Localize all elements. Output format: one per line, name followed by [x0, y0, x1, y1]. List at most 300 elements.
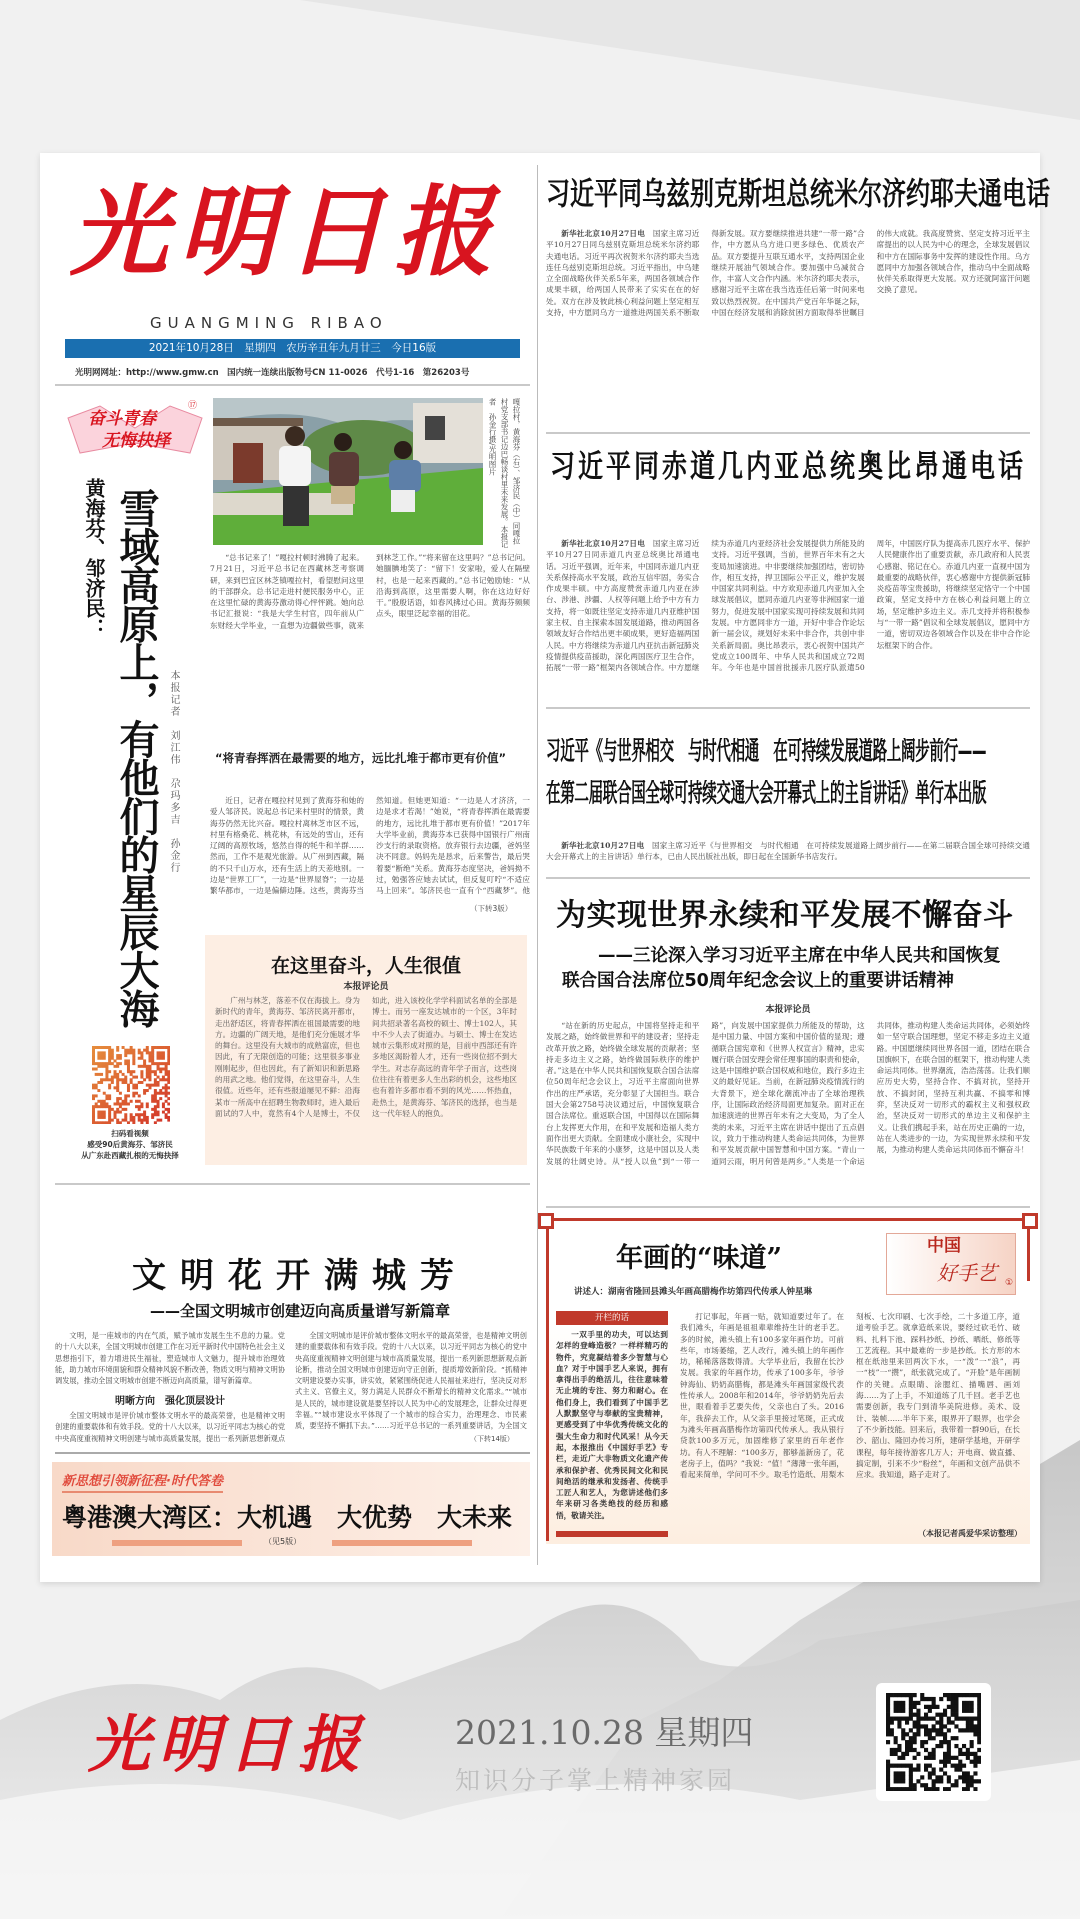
qr-module: [95, 1121, 98, 1124]
qr-module: [111, 1057, 114, 1060]
qr-module: [951, 1697, 955, 1701]
qr-module: [116, 1086, 119, 1089]
qr-module: [924, 1728, 928, 1732]
qr-module: [151, 1062, 154, 1065]
qr-module: [924, 1756, 928, 1760]
qr-module: [905, 1748, 909, 1752]
qr-module: [108, 1108, 111, 1111]
qr-module: [103, 1057, 106, 1060]
qr-module: [165, 1100, 168, 1103]
qr-module: [148, 1073, 151, 1076]
qr-module: [897, 1720, 901, 1724]
qr-module: [973, 1728, 977, 1732]
qr-module: [92, 1094, 95, 1097]
qr-module: [924, 1783, 928, 1787]
qr-module: [962, 1779, 966, 1783]
qr-module: [947, 1697, 951, 1701]
qr-module: [897, 1705, 901, 1709]
qr-module: [909, 1783, 913, 1787]
qr-module: [165, 1086, 168, 1089]
qr-module: [966, 1748, 970, 1752]
qr-module: [954, 1767, 958, 1771]
qr-module: [132, 1121, 135, 1124]
qr-module: [973, 1693, 977, 1697]
qr-module: [167, 1070, 170, 1073]
qr-module: [114, 1070, 117, 1073]
qr-module: [105, 1076, 108, 1079]
qr-module: [886, 1779, 890, 1783]
qr-module: [894, 1709, 898, 1713]
headline-world-peace-subtitle1: ——三论深入学习习近平主席在中华人民共和国恢复: [598, 946, 1001, 966]
qr-module: [111, 1051, 114, 1054]
qr-module: [127, 1065, 130, 1068]
qr-module: [939, 1779, 943, 1783]
qr-module: [159, 1078, 162, 1081]
qr-module: [154, 1092, 157, 1095]
qr-module: [894, 1764, 898, 1768]
qr-module: [151, 1084, 154, 1087]
qr-module: [108, 1084, 111, 1087]
qr-module: [951, 1693, 955, 1697]
headline-world-peace[interactable]: 为实现世界永续和平发展不懈奋斗: [556, 898, 1014, 933]
qr-module: [154, 1097, 157, 1100]
qr-module: [97, 1054, 100, 1057]
video-qr-code[interactable]: [92, 1046, 170, 1124]
qr-module: [973, 1771, 977, 1775]
headline-book-release-line1[interactable]: 习近平《与世界相交 与时代相通 在可持续发展道路上阔步前行——: [546, 738, 987, 767]
qr-module: [947, 1717, 951, 1721]
qr-module: [116, 1121, 119, 1124]
qr-module: [958, 1748, 962, 1752]
qr-module: [103, 1065, 106, 1068]
qr-module: [151, 1059, 154, 1062]
body-text: 国家主席习近平《与世界相交 与时代相通 在可持续发展道路上阔步前行——在第二届联合国全球可持续交通大会开幕式上的主旨讲话》单行本，已由人民出版社出版，即日起在全国新华书店发行。: [546, 841, 1030, 862]
qr-module: [108, 1057, 111, 1060]
qr-module: [901, 1709, 905, 1713]
qr-module: [132, 1059, 135, 1062]
qr-module: [157, 1111, 160, 1114]
qr-module: [105, 1102, 108, 1105]
qr-module: [901, 1701, 905, 1705]
qr-module: [977, 1720, 981, 1724]
qr-module: [151, 1051, 154, 1054]
qr-module: [939, 1720, 943, 1724]
qr-module: [977, 1732, 981, 1736]
qr-caption-line3: 从广东赴西藏扎根的无悔抉择: [81, 1151, 179, 1160]
qr-module: [108, 1097, 111, 1100]
qr-module: [127, 1094, 130, 1097]
qr-module: [916, 1701, 920, 1705]
qr-caption-line1: 扫码看视频: [111, 1129, 149, 1138]
badge-number: ①: [1005, 1278, 1014, 1288]
qr-module: [913, 1736, 917, 1740]
qr-module: [165, 1068, 168, 1071]
qr-module: [901, 1732, 905, 1736]
qr-module: [159, 1051, 162, 1054]
promo-box[interactable]: [52, 1462, 530, 1556]
dateline: 新华社北京10月27日电: [561, 229, 646, 238]
qr-module: [167, 1073, 170, 1076]
qr-module: [890, 1787, 894, 1791]
qr-module: [95, 1068, 98, 1071]
qr-module: [92, 1057, 95, 1060]
qr-module: [119, 1092, 122, 1095]
qr-module: [103, 1054, 106, 1057]
qr-module: [928, 1756, 932, 1760]
qr-module: [119, 1057, 122, 1060]
qr-module: [890, 1748, 894, 1752]
qr-module: [886, 1720, 890, 1724]
qr-module: [935, 1775, 939, 1779]
qr-module: [97, 1116, 100, 1119]
qr-module: [124, 1049, 127, 1052]
qr-module: [135, 1113, 138, 1116]
qr-module: [913, 1732, 917, 1736]
qr-module: [966, 1787, 970, 1791]
qr-module: [97, 1100, 100, 1103]
qr-module: [154, 1078, 157, 1081]
qr-module: [95, 1094, 98, 1097]
qr-module: [897, 1744, 901, 1748]
qr-module: [127, 1086, 130, 1089]
headline-book-release-line2[interactable]: 在第二届联合国全球可持续交通大会开幕式上的主旨讲话》单行本出版: [546, 780, 987, 809]
qr-module: [935, 1728, 939, 1732]
qr-module: [165, 1108, 168, 1111]
headline-uzbekistan-call[interactable]: 习近平同乌兹别克斯坦总统米尔济约耶夫通电话: [546, 176, 1050, 213]
qr-module: [958, 1717, 962, 1721]
qr-module: [138, 1105, 141, 1108]
qr-module: [103, 1078, 106, 1081]
qr-module: [162, 1051, 165, 1054]
qr-module: [951, 1709, 955, 1713]
qr-module: [916, 1764, 920, 1768]
qr-module: [939, 1744, 943, 1748]
qr-module: [970, 1740, 974, 1744]
qr-module: [148, 1054, 151, 1057]
qr-module: [146, 1102, 149, 1105]
qr-module: [148, 1076, 151, 1079]
intro-body: 一双手里的功夫，可以达到怎样的登峰造极？一样样精巧的物件，究竟凝结着多少智慧与心血？对于中国手艺人来说，拥有拿得出手的绝活儿，往往意味着无止境的专注、努力和耐心。在他们身上，我们看到了中国手艺人默默坚守与奉献的宝贵精神，更感受到了中华优秀传统文化的强大生命力和时代风采！从今天起，本报推出《中国好手艺》专栏，走近广大非物质文化遗产传承和保护者、优秀民间文化和民间绝活的继承和发扬者、传统手工匠人和艺人，为您讲述他们多年来研习各类绝技的经历和感悟，敬请关注。: [556, 1330, 668, 1520]
qr-module: [167, 1057, 170, 1060]
footer-qr-code[interactable]: [886, 1693, 981, 1791]
qr-module: [886, 1760, 890, 1764]
qr-module: [143, 1111, 146, 1114]
qr-module: [913, 1748, 917, 1752]
qr-module: [886, 1724, 890, 1728]
intro-label: 开栏的话: [556, 1311, 668, 1325]
qr-module: [162, 1092, 165, 1095]
qr-module: [897, 1756, 901, 1760]
qr-module: [909, 1701, 913, 1705]
qr-module: [162, 1068, 165, 1071]
qr-module: [165, 1073, 168, 1076]
qr-module: [114, 1111, 117, 1114]
qr-module: [157, 1062, 160, 1065]
qr-module: [157, 1102, 160, 1105]
qr-module: [909, 1713, 913, 1717]
qr-module: [932, 1767, 936, 1771]
qr-module: [124, 1051, 127, 1054]
qr-module: [954, 1713, 958, 1717]
qr-module: [97, 1073, 100, 1076]
qr-module: [924, 1717, 928, 1721]
qr-module: [913, 1767, 917, 1771]
qr-module: [943, 1787, 947, 1791]
qr-module: [108, 1121, 111, 1124]
world-peace-byline: 本报评论员: [765, 1005, 811, 1015]
qr-module: [916, 1709, 920, 1713]
qr-module: [962, 1752, 966, 1756]
qr-module: [928, 1732, 932, 1736]
qr-module: [157, 1051, 160, 1054]
qr-module: [924, 1713, 928, 1717]
qr-module: [159, 1068, 162, 1071]
qr-module: [108, 1051, 111, 1054]
qr-module: [95, 1073, 98, 1076]
qr-module: [138, 1081, 141, 1084]
qr-module: [909, 1717, 913, 1721]
qr-module: [146, 1070, 149, 1073]
qr-module: [138, 1113, 141, 1116]
qr-module: [165, 1084, 168, 1087]
qr-module: [958, 1767, 962, 1771]
qr-module: [146, 1065, 149, 1068]
qr-module: [122, 1046, 125, 1049]
feature-byline: 本报记者 刘江伟 尕玛多吉 孙金行: [168, 670, 179, 874]
qr-module: [958, 1752, 962, 1756]
qr-module: [909, 1736, 913, 1740]
new-year-painting-title[interactable]: 年画的“味道”: [616, 1243, 783, 1274]
qr-module: [114, 1102, 117, 1105]
qr-module: [157, 1068, 160, 1071]
romanized-title: GUANGMING RIBAO: [150, 314, 388, 332]
qr-module: [890, 1732, 894, 1736]
qr-module: [954, 1717, 958, 1721]
qr-module: [135, 1105, 138, 1108]
qr-module: [103, 1116, 106, 1119]
qr-module: [151, 1094, 154, 1097]
qr-module: [148, 1068, 151, 1071]
qr-module: [886, 1775, 890, 1779]
article-world-peace-body: “站在新的历史起点，中国将坚持走和平发展之路，始终做世界和平的建设者；坚持走改革开放之路，始终做全球发展的贡献者；坚持走多边主义之路，始终做国际秩序的维护者。”这是在中华人民共和国恢复联合国合法席位50周年纪念会议上，习近平主席面向世界作出的庄严承诺，充分彰显了大国担当。联合国大会第2758号决议通过后，中国恢复联合国合法席位。重返联合国，中国得以在国际舞台上发挥更大作用，在和平发展和造福人类方面作出更大贡献。全面建成小康社会，实现中华民族数千年来的小康梦，这是中国以及人类发展的壮阔史诗。从“授人以鱼”到“一带一路”，向发展中国家提供力所能及的帮助，这是中国力量、中国方案和中国价值的显现；遵循联合国宪章和《世界人权宣言》精神，忠实履行联合国安理会常任理事国的职责和使命，这是中国维护联合国权威和地位，践行多边主义的最好见证。当前，在新冠肺炎疫情流行的大背景下，逆全球化潮流冲击了全球治理秩序，让国际政治经济局面更加复杂。面对正在加速演进的世界百年未有之大变局，为了全人类的未来，习近平主席在讲话中提出了五点倡议，致力于推动构建人类命运共同体，为世界和平发展贡献中国智慧和中国方案。“青山一道同云雨，明月何曾是两乡。”人类是一个命运共同体，推动构建人类命运共同体，必须始终如一坚守联合国理想，坚定不移走多边主义道路。中国愿继续同世界各国一道，团结在联合国旗帜下，在联合国的框架下，推动构建人类命运共同体。世界潮流，浩浩荡荡。让我们顺应历史大势，坚持合作、不搞对抗，坚持开放、不搞封闭，坚持互利共赢、不搞零和博弈，坚决反对一切形式的霸权主义和强权政治，坚决反对一切形式的单边主义和保护主义。让我们携起手来，站在历史正确的一边，站在人类进步的一边，为实现世界永续和平发展，为推动构建人类命运共同体而不懈奋斗！: [546, 1021, 1030, 1166]
qr-module: [130, 1073, 133, 1076]
qr-module: [100, 1062, 103, 1065]
column-badge-good-craft: [886, 1233, 1016, 1295]
qr-module: [167, 1119, 170, 1122]
qr-module: [124, 1062, 127, 1065]
qr-module: [951, 1713, 955, 1717]
qr-module: [966, 1775, 970, 1779]
qr-module: [977, 1713, 981, 1717]
qr-module: [157, 1092, 160, 1095]
qr-module: [100, 1081, 103, 1084]
qr-module: [928, 1728, 932, 1732]
commentary-box: [205, 935, 527, 1165]
new-year-painting-box: [546, 1218, 1030, 1544]
qr-module: [920, 1724, 924, 1728]
qr-module: [148, 1057, 151, 1060]
body-text: 国家主席习近平10月27日同乌兹别克斯坦总统米尔济约耶夫通电话。习近平再次祝贺米尔济约耶夫当选连任乌兹别克斯坦总统。习近平指出，中乌建立全面战略伙伴关系5年来，两国各领域合作成果丰硕，给两国人民带来了实实在在的好处。双方在涉及彼此核心利益问题上坚定相互支持，中方愿同乌方一道推进两国关系不断取得新发展。双方要继续推进共建“一带一路”合作，中方愿从乌方进口更多绿色、优质农产品。双方要提升互联互通水平，支持两国企业继续开展油气领域合作。要加强中乌减贫合作，丰富人文合作内涵。米尔济约耶夫表示，感谢习近平主席在我当选连任后第一时间来电致以热烈祝贺。在中国共产党百年华诞之际，中国在经济发展和消除贫困方面取得举世瞩目的伟大成就。我高度赞赏、坚定支持习近平主席提出的以人民为中心的理念，全球发展倡议和中方在国际事务中发挥的建设性作用。乌方愿同中方加强各领域合作，推动乌中全面战略伙伴关系取得更大发展。双方还就阿富汗问题交换了意见。: [546, 229, 1030, 318]
qr-module: [162, 1062, 165, 1065]
qr-module: [886, 1771, 890, 1775]
qr-module: [943, 1756, 947, 1760]
qr-module: [148, 1086, 151, 1089]
qr-module: [167, 1111, 170, 1114]
qr-module: [162, 1105, 165, 1108]
qr-module: [162, 1057, 165, 1060]
qr-module: [100, 1073, 103, 1076]
footer-qr-card[interactable]: [876, 1683, 991, 1801]
qr-module: [162, 1111, 165, 1114]
qr-module: [954, 1724, 958, 1728]
qr-module: [157, 1084, 160, 1087]
qr-module: [92, 1097, 95, 1100]
qr-module: [167, 1051, 170, 1054]
qr-module: [924, 1787, 928, 1791]
qr-module: [140, 1105, 143, 1108]
qr-module: [894, 1705, 898, 1709]
qr-module: [947, 1760, 951, 1764]
qr-module: [97, 1081, 100, 1084]
qr-module: [932, 1717, 936, 1721]
qr-module: [916, 1728, 920, 1732]
qr-module: [119, 1121, 122, 1124]
qr-module: [127, 1121, 130, 1124]
qr-module: [103, 1121, 106, 1124]
qr-module: [954, 1779, 958, 1783]
qr-module: [935, 1732, 939, 1736]
qr-module: [103, 1111, 106, 1114]
photo-caption: 嘎拉村，黄海芬（右）、邹济民（中）同嘎拉村党支部书记边巴畅谈村里未来发展。本报记者 孙金行摄/光明图片: [488, 398, 521, 548]
qr-module: [973, 1787, 977, 1791]
qr-module: [973, 1717, 977, 1721]
qr-module: [932, 1701, 936, 1705]
qr-caption-line2: 感受90后黄海芬、邹济民: [87, 1140, 173, 1149]
qr-module: [154, 1084, 157, 1087]
qr-module: [146, 1119, 149, 1122]
date-bar: 2021年10月28日 星期四 农历辛丑年九月廿三 今日16版: [65, 339, 520, 358]
qr-module: [105, 1121, 108, 1124]
qr-module: [103, 1092, 106, 1095]
qr-module: [939, 1767, 943, 1771]
dateline: 新华社北京10月27日电: [561, 539, 646, 548]
qr-module: [901, 1728, 905, 1732]
qr-module: [108, 1062, 111, 1065]
qr-module: [92, 1054, 95, 1057]
qr-module: [154, 1111, 157, 1114]
feature-subhead: “将青春挥洒在最需要的地方，远比扎堆于都市更有价值”: [215, 751, 507, 765]
qr-module: [165, 1078, 168, 1081]
qr-module: [95, 1062, 98, 1065]
qr-module: [138, 1116, 141, 1119]
qr-module: [958, 1728, 962, 1732]
qr-module: [130, 1078, 133, 1081]
qr-module: [905, 1744, 909, 1748]
qr-module: [905, 1693, 909, 1697]
qr-module: [970, 1724, 974, 1728]
qr-module: [970, 1728, 974, 1732]
qr-module: [954, 1693, 958, 1697]
qr-module: [130, 1081, 133, 1084]
qr-module: [920, 1783, 924, 1787]
qr-module: [159, 1054, 162, 1057]
qr-module: [146, 1121, 149, 1124]
qr-module: [916, 1732, 920, 1736]
new-year-painting-body: 打记事起，年画一贴，就知道要过年了。在我们滩头，年画是祖祖辈辈维持生计的老手艺。多的时候，滩头镇上有100多家年画作坊。可前些年，市场萎缩，艺人改行，滩头镇上的年画作坊，稀稀落落数得清。大学毕业后，我留在长沙发展。我家的年画作坊，传承了100多年，爷爷钟海仙、奶奶高腊梅，都是滩头年画国家级代表性传承人。2008年和2014年，爷爷奶奶先后去世，眼看着手艺要失传，父亲也白了头。2016年，我辞去工作，从父亲手里接过笔斑，正式成为滩头年画高腊梅作坊第四代传承人。我从银行贷款100多万元，加固维修了家里的百年老作坊。有人不理解：“100多万，都够盖新房了，花老房子上，值吗？”我说：“值！”薄薄一张年画，看起来简单，学问可不少。取毛竹造纸、用梨木刻板、七次印刷、七次手绘，二十多道工序，道道考验手艺。就拿造纸来说，要经过砍毛竹、破料、扎料下池、踩料抄纸、抄纸、晒纸、修纸等工艺流程。其中最难的一步是抄纸。长方形的木框在纸池里来回两次下水，一“泼”一“浪”，再一“枝”一“攒”，纸张就完成了。“开脸”是年画制作的关键。点眼睛、涂腮红、描嘴唇、画刘海……为了上手，不知道练了几千回。老手艺也需要创新，我专门到清华美院进修。美术、设计、装帧……半年下来，眼界开了眼界，也学会了不少新技能。回来后，我带着一群90后，在长沙、韶山、隆回办传习所，建研学基地，开研学课程，每年接待游客几万人；开电商、做直播、搞定制，引来不少“粉丝”，年画和文创产品供不应求。我知道，路子走对了。: [680, 1312, 1020, 1480]
qr-module: [954, 1697, 958, 1701]
qr-module: [966, 1720, 970, 1724]
qr-module: [127, 1062, 130, 1065]
qr-module: [92, 1113, 95, 1116]
qr-module: [116, 1076, 119, 1079]
qr-module: [95, 1086, 98, 1089]
qr-module: [954, 1705, 958, 1709]
qr-module: [920, 1744, 924, 1748]
qr-module: [894, 1787, 898, 1791]
qr-module: [886, 1728, 890, 1732]
qr-module: [151, 1049, 154, 1052]
qr-module: [146, 1073, 149, 1076]
qr-module: [135, 1100, 138, 1103]
qr-module: [966, 1728, 970, 1732]
qr-module: [143, 1062, 146, 1065]
qr-module: [973, 1764, 977, 1768]
qr-module: [970, 1752, 974, 1756]
qr-module: [116, 1100, 119, 1103]
qr-module: [130, 1119, 133, 1122]
qr-module: [97, 1121, 100, 1124]
qr-module: [886, 1709, 890, 1713]
qr-module: [148, 1059, 151, 1062]
qr-module: [114, 1086, 117, 1089]
qr-module: [100, 1057, 103, 1060]
qr-module: [154, 1100, 157, 1103]
qr-module: [157, 1100, 160, 1103]
qr-module: [954, 1701, 958, 1705]
qr-module: [970, 1744, 974, 1748]
qr-module: [97, 1089, 100, 1092]
qr-module: [108, 1086, 111, 1089]
qr-module: [97, 1051, 100, 1054]
qr-module: [138, 1057, 141, 1060]
headline-equatorial-guinea-call[interactable]: 习近平同赤道几内亚总统奥比昂通电话: [549, 448, 1026, 485]
qr-module: [165, 1094, 168, 1097]
qr-module: [886, 1767, 890, 1771]
qr-module: [154, 1105, 157, 1108]
qr-module: [943, 1764, 947, 1768]
qr-module: [939, 1717, 943, 1721]
qr-module: [958, 1693, 962, 1697]
qr-module: [124, 1097, 127, 1100]
qr-module: [148, 1070, 151, 1073]
qr-module: [897, 1701, 901, 1705]
qr-module: [977, 1701, 981, 1705]
qr-module: [916, 1717, 920, 1721]
qr-module: [954, 1764, 958, 1768]
qr-module: [943, 1724, 947, 1728]
qr-module: [122, 1073, 125, 1076]
dateline: 新华社北京10月27日电: [561, 841, 645, 850]
qr-module: [928, 1752, 932, 1756]
qr-module: [901, 1705, 905, 1709]
qr-module: [103, 1051, 106, 1054]
qr-module: [928, 1697, 932, 1701]
chinese-knot-corner-icon: [1022, 1213, 1038, 1229]
feature-body-part1: “总书记来了！”嘎拉村顿时沸腾了起来。7月21日，习近平总书记在西藏林芝考察调研，来到巴宜区林芝镇嘎拉村，看望慰问这里的干部群众。总书记走进村便民服务中心，正在这里忙碌的黄海芬激动得心怦怦跳。她向总书记汇报说：“我是大学生村官，四年前从广东财经大学毕业，一直想为边疆做些事，就来到林芝工作。”“将来留在这里吗？”总书记问。她腼腆地笑了：“留下！安家啦，爱人在隔壁村，也是一起来西藏的。”总书记勉励她：“从沿海到高原，这里需要人啊，你在这边好好干。”殷殷话语，如春风拂过心田。黄海芬频频点头，眼里泛起幸福的泪花。: [210, 553, 530, 630]
qr-module: [124, 1100, 127, 1103]
qr-module: [901, 1752, 905, 1756]
qr-module: [947, 1693, 951, 1697]
